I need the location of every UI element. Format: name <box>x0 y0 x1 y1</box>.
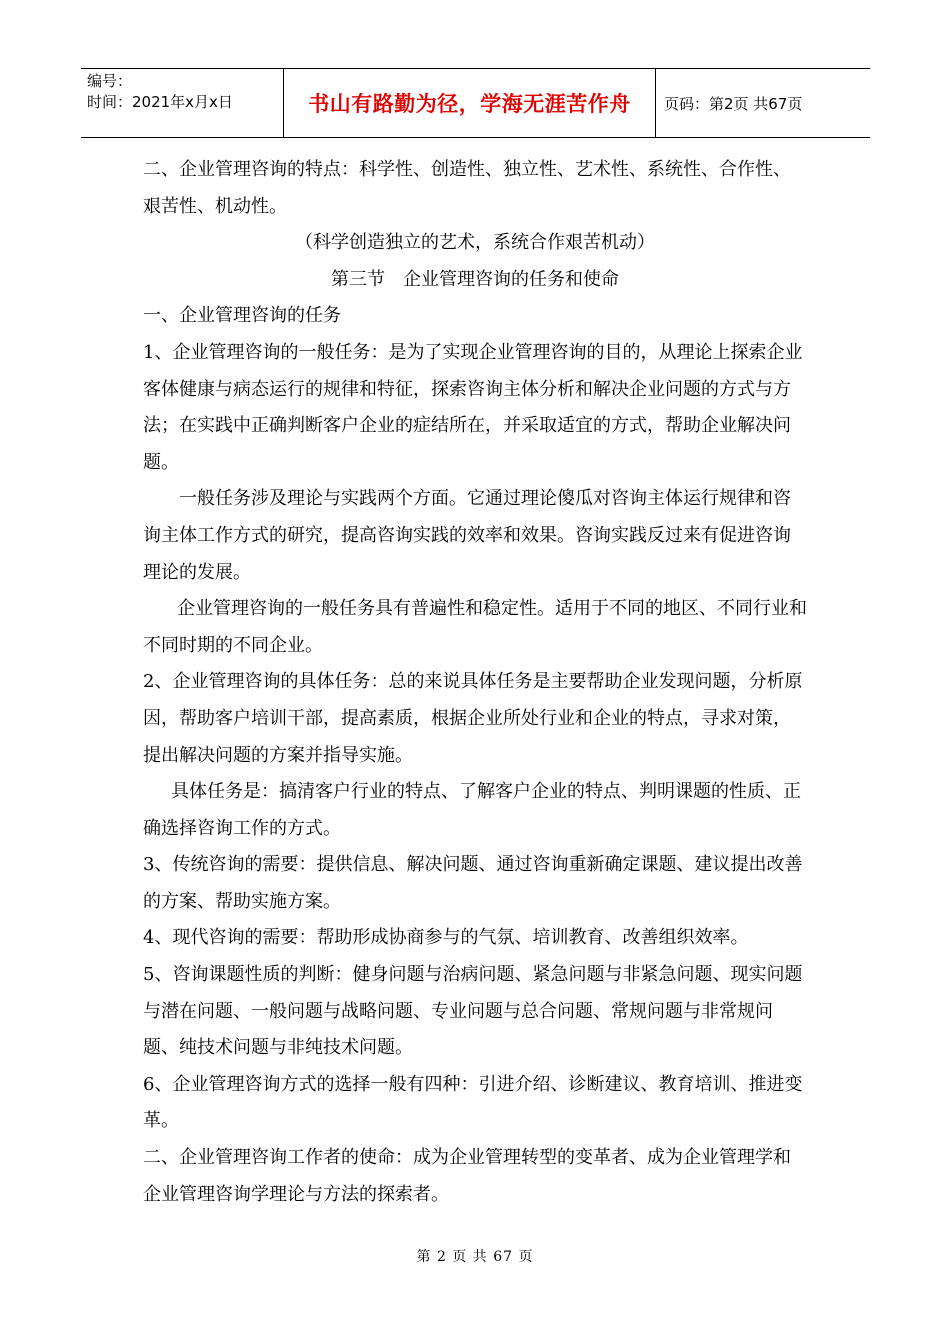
paragraph: 3、传统咨询的需要：提供信息、解决问题、通过咨询重新确定课题、建议提出改善的方案、帮助实施方案。 <box>143 854 803 912</box>
header-motto: 书山有路勤为径，学海无涯苦作舟 <box>308 92 631 116</box>
subsection-heading: 一、企业管理咨询的任务 <box>143 305 341 327</box>
page-footer: 第 2 页 共 67 页 <box>416 1249 534 1265</box>
paragraph: 4、现代咨询的需要：帮助形成协商参与的气氛、培训教育、改善组织效率。 <box>143 927 749 949</box>
paragraph: 6、企业管理咨询方式的选择一般有四种：引进介绍、诊断建议、教育培训、推进变革。 <box>143 1073 803 1132</box>
paragraph: 二、企业管理咨询的特点：科学性、创造性、独立性、艺术性、系统性、合作性、艰苦性、机动性。 <box>143 159 791 217</box>
paragraph: 企业管理咨询的一般任务具有普遍性和稳定性。适用于不同的地区、不同行业和不同时期的不同企业。 <box>143 598 807 656</box>
document-body <box>143 152 807 1213</box>
paragraph: 1、企业管理咨询的一般任务：是为了实现企业管理咨询的目的，从理论上探索企业客体健康与病态运行的规律和特征，探索咨询主体分析和解决企业问题的方式与方法；在实践中正确判断客户企业的症结所在，并采取适宜的方式，帮助企业解决问题。 <box>143 341 803 473</box>
header-motto-cell <box>283 69 656 137</box>
paragraph: 具体任务是：搞清客户行业的特点、了解客户企业的特点、判明课题的性质、正确选择咨询工作的方式。 <box>143 781 801 839</box>
page-header <box>81 68 870 138</box>
paragraph: 5、咨询课题性质的判断：健身问题与治病问题、紧急问题与非紧急问题、现实问题与潜在问题、一般问题与战略问题、专业问题与总合问题、常规问题与非常规问题、纯技术问题与非纯技术问题。 <box>143 964 803 1059</box>
paragraph: 2、企业管理咨询的具体任务：总的来说具体任务是主要帮助企业发现问题，分析原因，帮助客户培训干部，提高素质，根据企业所处行业和企业的特点，寻求对策，提出解决问题的方案并指导实施。 <box>143 671 803 766</box>
paragraph: 一般任务涉及理论与实践两个方面。它通过理论傻瓜对咨询主体运行规律和咨询主体工作方式的研究，提高咨询实践的效率和效果。咨询实践反过来有促进咨询理论的发展。 <box>143 488 791 583</box>
mnemonic-line: （科学创造独立的艺术，系统合作艰苦机动） <box>295 232 655 254</box>
document-time-label: 时间：2021年x月x日 <box>87 93 233 111</box>
section-title: 第三节 企业管理咨询的任务和使命 <box>331 268 619 290</box>
document-number-label: 编号： <box>87 72 133 90</box>
header-meta <box>81 69 283 137</box>
header-page-info: 页码：第2页 共67页 <box>664 94 803 113</box>
paragraph: 二、企业管理咨询工作者的使命：成为企业管理转型的变革者、成为企业管理学和企业管理咨询学理论与方法的探索者。 <box>143 1147 791 1205</box>
